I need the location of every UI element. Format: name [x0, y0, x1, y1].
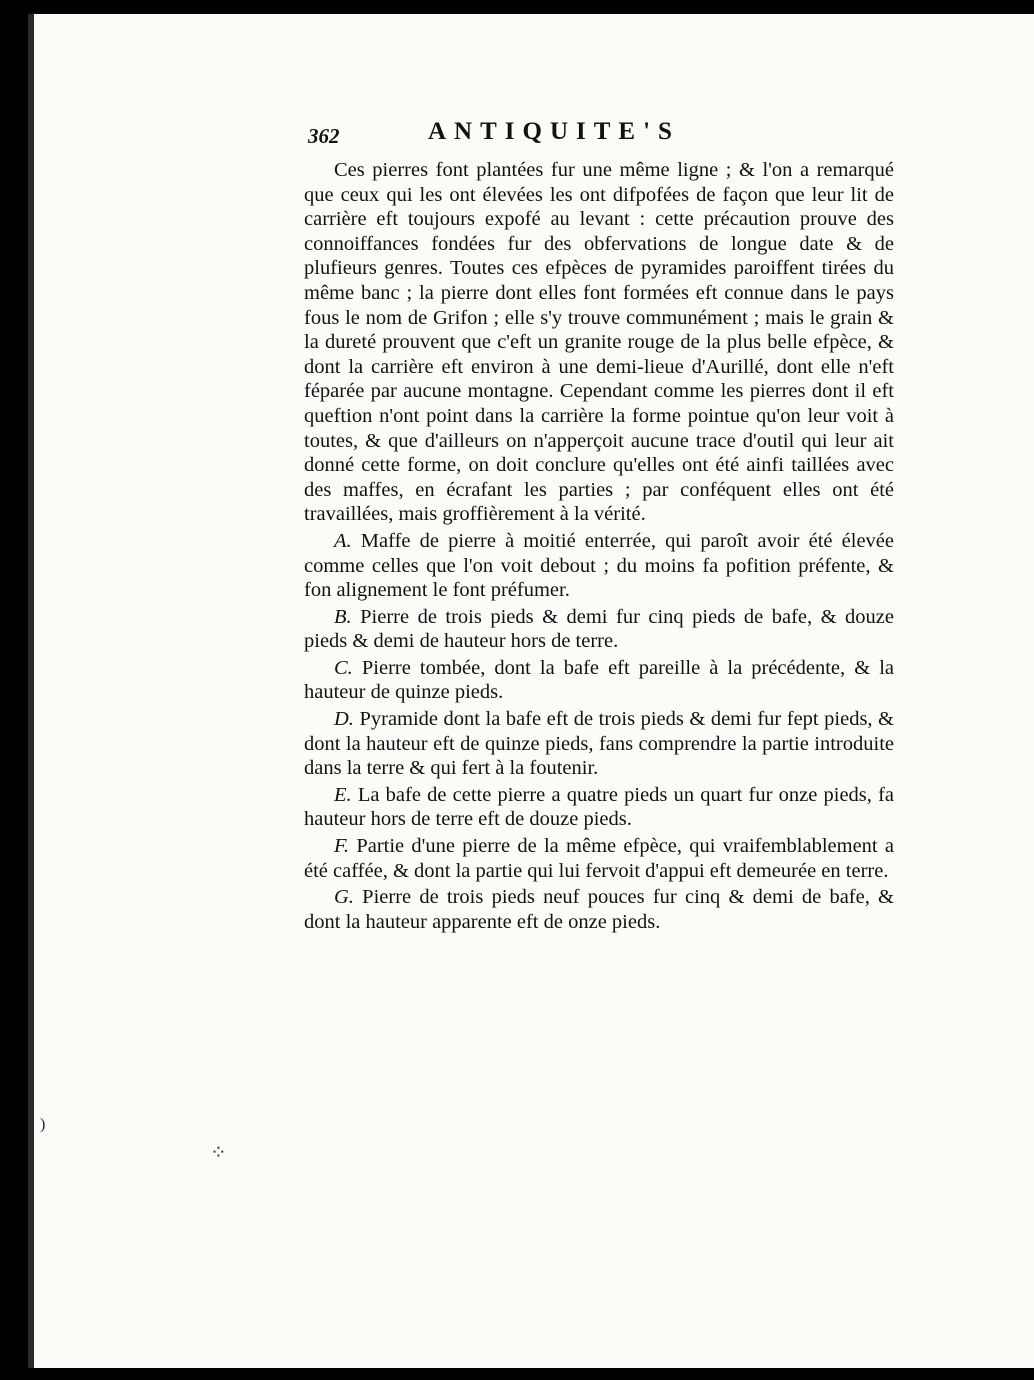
paragraph-text: Pyramide dont la bafe eft de trois pieds & demi fur fept pieds, & dont la hauteur eft de quinze pieds, fans comprendre la partie introduite dans la terre & qui fert à la foutenir.: [304, 708, 895, 780]
paragraph-text: Pierre tombée, dont la bafe eft pareille à la précédente, & la hauteur de quinze pieds.: [304, 656, 894, 704]
paragraph-text: Maffe de pierre à moitié enterrée, qui paroît avoir été élevée comme celles que l'on voit debout ; du moins fa pofition préfente, & fon alignement le font préfumer.: [304, 529, 894, 602]
paragraph-label: B.: [334, 605, 352, 628]
paragraph-label: E.: [334, 783, 352, 806]
ink-blot-icon: ⁘: [210, 1142, 227, 1164]
paragraph-text: Ces pierres font plantées fur une même ligne ; & l'on a remarqué que ceux qui les ont élevées les ont difpofées de façon que leur lit de carrière eft toujours expofé au levant : cette précaution prouve des connoiffances fondées fur des obfervations de longue date & de plufieurs genres. Toutes ces efpèces de pyramides paroiffent tirées du même banc ; la pierre dont elles font formées eft connue dans le pays fous le nom de Grifon ; elle s'y trouve communément ; mais le grain & la dureté prouvent que c'eft un granite rouge de la plus belle efpèce, & dont la carrière eft environ à une demi-lieue d'Aurillé, dont elle n'eft féparée par aucune montagne. Cependant comme les pierres dont il eft queftion n'ont point dans la carrière la forme pointue qu'on leur voit à toutes, & que d'ailleurs on n'apperçoit aucune trace d'outil qui leur ait donné cette forme, on doit conclure qu'elles ont été ainfi taillées avec des maffes, en écrafant les parties ; par conféquent elles ont été travaillées, mais groffièrement à la vérité.: [304, 159, 894, 526]
margin-tick-icon: ): [40, 1116, 46, 1133]
paragraph-intro: [304, 158, 894, 527]
body-text: [304, 158, 894, 934]
paragraph-g: [304, 885, 894, 934]
paragraph-a: [304, 529, 894, 603]
paragraph-label: F.: [334, 835, 350, 858]
paragraph-label: C.: [334, 656, 353, 679]
paragraph-b: [304, 605, 894, 654]
paragraph-e: [304, 783, 894, 832]
paragraph-label: D.: [334, 708, 354, 731]
paragraph-text: Pierre de trois pieds & demi fur cinq pieds de bafe, & douze pieds & demi de hauteur hors de terre.: [304, 605, 895, 653]
paragraph-label: A.: [334, 529, 352, 552]
page-number: 362: [308, 124, 340, 148]
paragraph-d: [304, 707, 894, 781]
paragraph-text: Pierre de trois pieds neuf pouces fur cinq & demi de bafe, & dont la hauteur apparente eft de onze pieds.: [304, 886, 895, 933]
paragraph-label: G.: [334, 886, 354, 909]
paragraph-text: La bafe de cette pierre a quatre pieds un quart fur onze pieds, fa hauteur hors de terre eft de douze pieds.: [304, 783, 895, 831]
paragraph-f: [304, 834, 894, 883]
paragraph-c: [304, 656, 894, 705]
paragraph-text: Partie d'une pierre de la même efpèce, qui vraifemblablement a été caffée, & dont la partie qui lui fervoit d'appui eft demeurée en terre.: [304, 835, 895, 882]
page-header: [308, 118, 908, 158]
running-title: ANTIQUITE'S: [428, 118, 680, 145]
